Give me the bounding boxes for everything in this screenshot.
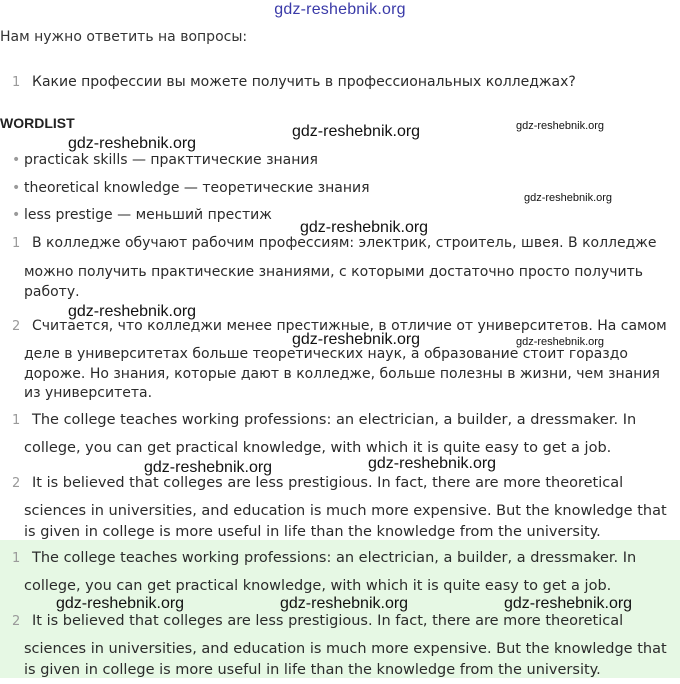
question-item (12, 74, 576, 90)
wordlist-item-text: theoretical knowledge — теоретические знания (24, 180, 370, 196)
answer-line: В колледже обучают рабочим профессиям: электрик, строитель, швея. В колледже (32, 235, 657, 251)
answer-number: 2 (12, 614, 21, 629)
watermark: gdz-reshebnik.org (68, 135, 197, 152)
answer-line: is given in college is more useful in life than the knowledge from the university. (24, 662, 601, 678)
answer-line: The college teaches working professions: an electrician, a builder, a dressmaker. In (32, 550, 637, 566)
watermark: gdz-reshebnik.org (68, 303, 197, 320)
watermark: gdz-reshebnik.org (516, 120, 605, 132)
question-number: 1 (12, 75, 21, 90)
watermark: gdz-reshebnik.org (292, 331, 421, 348)
bullet-dot: • (12, 180, 21, 196)
wordlist-item (12, 207, 272, 223)
bullet-dot: • (12, 152, 21, 168)
answer-line: из университета. (24, 385, 153, 401)
answer-number: 1 (12, 236, 21, 251)
answer-line: college, you can get practical knowledge, with which it is quite easy to get a job. (24, 578, 612, 594)
answer-line: деле в университетах больше теоретических наук, а образование стоит гораздо (24, 346, 628, 362)
en-answer-2 (12, 469, 623, 498)
wordlist-item-text: less prestige — меньший престиж (24, 207, 272, 223)
answer-line: работу. (24, 284, 80, 300)
en-answer-1 (12, 406, 636, 435)
watermark: gdz-reshebnik.org (56, 595, 185, 612)
header-watermark[interactable]: gdz-reshebnik.org (274, 1, 406, 18)
answer-line: можно получить практические знаниями, с которыми достаточно просто получить (24, 264, 644, 280)
answer-line: sciences in universities, and education is much more expensive. But the knowledge that (24, 641, 667, 657)
answer-line: It is believed that colleges are less prestigious. In fact, there are more theoretical (32, 475, 624, 491)
question-text: Какие профессии вы можете получить в профессиональных колледжах? (32, 74, 576, 90)
watermark: gdz-reshebnik.org (144, 459, 273, 476)
watermark: gdz-reshebnik.org (516, 336, 605, 348)
answer-line: It is believed that colleges are less prestigious. In fact, there are more theoretical (32, 613, 624, 629)
wordlist-item-text: practicak skills — практтические знания (24, 152, 318, 168)
answer-number: 1 (12, 551, 21, 566)
answer-number: 2 (12, 319, 21, 334)
watermark: gdz-reshebnik.org (292, 123, 421, 140)
answer-number: 1 (12, 413, 21, 428)
watermark: gdz-reshebnik.org (504, 595, 633, 612)
wordlist-title: WORDLIST (0, 115, 75, 131)
answer-line: college, you can get practical knowledge, with which it is quite easy to get a job. (24, 440, 612, 456)
answer-line: The college teaches working professions: an electrician, a builder, a dressmaker. In (32, 412, 637, 428)
watermark: gdz-reshebnik.org (300, 219, 429, 236)
intro-text: Нам нужно ответить на вопросы: (0, 29, 248, 45)
wordlist-item (12, 152, 318, 168)
answer-line: sciences in universities, and education is much more expensive. But the knowledge that (24, 503, 667, 519)
watermark: gdz-reshebnik.org (524, 192, 613, 204)
bullet-dot: • (12, 207, 21, 223)
answer-line: дороже. Но знания, которые дают в колледже, больше полезны в жизни, чем знания (24, 366, 660, 382)
watermark: gdz-reshebnik.org (368, 455, 497, 472)
answer-line: Считается, что колледжи менее престижные, в отличие от университетов. На самом (32, 318, 667, 334)
wordlist-item (12, 180, 370, 196)
en-answer-highlight-1 (12, 544, 636, 573)
answer-number: 2 (12, 476, 21, 491)
watermark: gdz-reshebnik.org (280, 595, 409, 612)
answer-line: is given in college is more useful in life than the knowledge from the university. (24, 524, 601, 540)
